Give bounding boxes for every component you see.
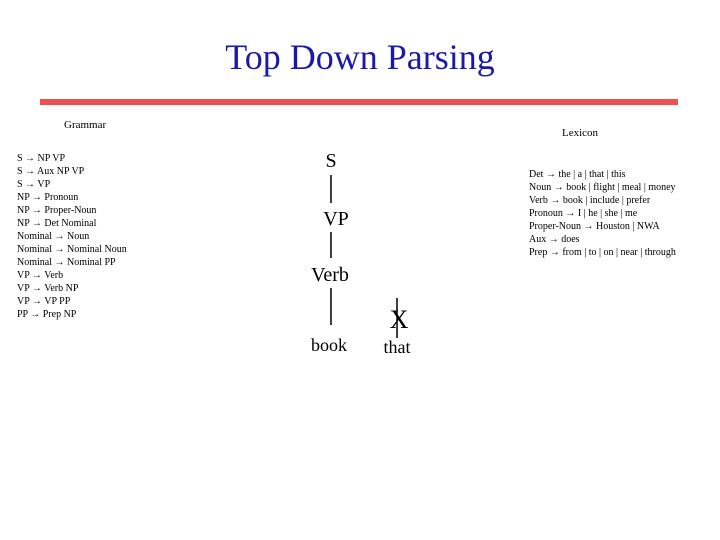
grammar-heading: Grammar [64, 119, 107, 131]
grammar-rule: Nominal → Nominal Noun [17, 244, 127, 255]
grammar-rule: VP → Verb NP [17, 283, 79, 294]
node-book: book [311, 335, 347, 355]
lexicon-entry: Verb → book | include | prefer [529, 195, 651, 206]
grammar-rule: PP → Prep NP [17, 309, 77, 320]
page-title: Top Down Parsing [225, 37, 495, 77]
grammar-rule: S → NP VP [17, 153, 66, 164]
grammar-rule: NP → Pronoun [17, 192, 79, 203]
node-verb: Verb [311, 264, 349, 286]
node-s: S [325, 150, 337, 172]
lexicon-entry: Prep → from | to | on | near | through [529, 247, 676, 258]
lexicon-entry: Noun → book | flight | meal | money [529, 182, 676, 193]
grammar-rule: S → Aux NP VP [17, 166, 85, 177]
lexicon-entry: Proper-Noun → Houston | NWA [529, 221, 660, 232]
lexicon-entry: Det → the | a | that | this [529, 169, 626, 180]
grammar-rule: Nominal → Nominal PP [17, 257, 116, 268]
lexicon-entry: Aux → does [529, 234, 580, 245]
grammar-rule: NP → Det Nominal [17, 218, 97, 229]
lexicon-heading: Lexicon [562, 127, 599, 139]
grammar-rule: VP → Verb [17, 270, 64, 281]
fail-mark: X [389, 305, 409, 334]
node-vp: VP [323, 208, 349, 230]
grammar-rule: S → VP [17, 179, 51, 190]
lexicon-entry: Pronoun → I | he | she | me [529, 208, 638, 219]
node-that: that [383, 337, 411, 357]
grammar-rule: VP → VP PP [17, 296, 71, 307]
grammar-rule: Nominal → Noun [17, 231, 90, 242]
grammar-rule: NP → Proper-Noun [17, 205, 97, 216]
